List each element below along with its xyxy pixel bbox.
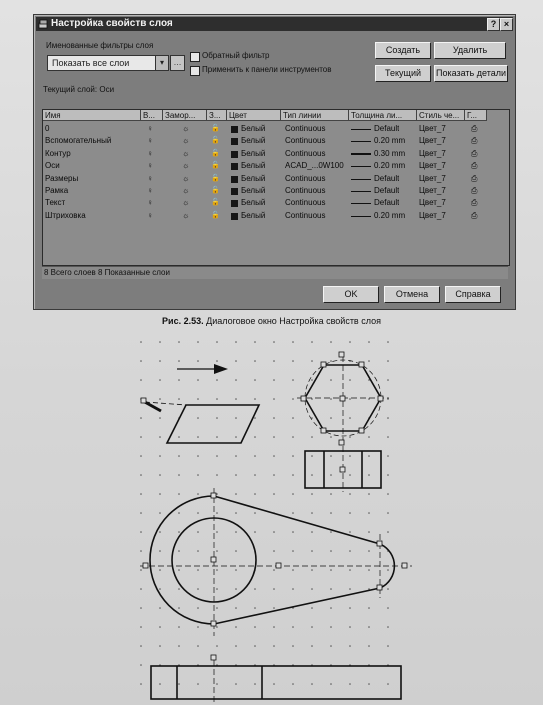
unlock-icon[interactable]: 🔓 [211,211,220,219]
layer-plotstyle[interactable]: Цвет_7 [419,210,446,220]
sun-freeze-icon[interactable]: ☼ [182,124,190,133]
layer-name[interactable]: Текст [45,198,66,208]
sun-freeze-icon[interactable]: ☼ [182,148,190,158]
unlock-icon[interactable]: 🔓 [211,137,220,145]
layer-plotstyle[interactable]: Цвет_7 [419,161,446,171]
current-layer-label: Текущий слой: [43,85,98,94]
sun-freeze-icon[interactable]: ☼ [182,210,190,220]
help-question-button[interactable]: ? [487,18,500,31]
lineweight-sample [351,129,371,130]
layers-icon [38,19,48,29]
unlock-icon[interactable]: 🔓 [211,162,220,170]
color-swatch[interactable] [231,163,238,170]
layer-lineweight[interactable]: 0.30 mm [374,148,406,158]
dialog-titlebar [36,17,513,31]
col-header-plotstyle[interactable]: Стиль че... [417,110,465,121]
lineweight-sample [351,191,371,192]
layer-linetype[interactable]: Continuous [285,136,326,146]
unlock-icon[interactable]: 🔓 [211,187,220,194]
layer-lineweight[interactable]: Default [374,173,400,183]
parallelogram-shape [167,405,259,443]
layer-linetype[interactable]: Continuous [285,210,326,220]
color-swatch[interactable] [231,176,238,183]
table-row[interactable] [43,210,509,222]
show-details-button[interactable]: Показать детали [434,65,508,82]
table-row[interactable] [43,148,509,160]
layer-linetype[interactable]: Continuous [285,173,326,183]
color-swatch[interactable] [231,126,238,133]
layer-plotstyle[interactable]: Цвет_7 [419,173,446,183]
printer-icon[interactable]: ⎙ [471,161,478,171]
printer-icon[interactable]: ⎙ [471,124,478,133]
color-swatch[interactable] [231,138,238,145]
printer-icon[interactable]: ⎙ [471,186,478,195]
table-row[interactable] [43,160,509,172]
lineweight-sample [351,166,371,167]
col-header-name[interactable]: Имя [43,110,141,121]
sun-freeze-icon[interactable]: ☼ [182,136,190,146]
current-layer-button[interactable]: Текущий [375,65,431,82]
current-layer-text [43,85,114,94]
layer-lineweight[interactable]: Default [374,124,400,133]
col-header-lock[interactable]: З... [207,110,227,121]
layers-table [42,109,510,266]
apply-toolbar-checkbox[interactable] [190,66,200,76]
bulb-on-icon[interactable]: ♀ [147,161,153,171]
delete-layer-button[interactable]: Удалить [434,42,506,59]
col-header-color[interactable]: Цвет [227,110,281,121]
layer-name[interactable]: Контур [45,148,71,158]
chevron-down-icon[interactable]: ▾ [155,56,168,70]
bulb-on-icon[interactable]: ♀ [147,186,153,195]
cad-drawing [0,330,543,705]
layer-lineweight[interactable]: 0.20 mm [374,161,406,171]
color-swatch[interactable] [231,213,238,220]
lever-shape [140,488,412,636]
layer-color[interactable]: Белый [241,210,266,220]
figure-caption-text: Диалоговое окно Настройка свойств слоя [206,316,381,326]
layer-name[interactable]: Размеры [45,173,79,183]
table-row[interactable] [43,135,509,147]
layer-name[interactable]: Штриховка [45,210,86,220]
layer-properties-dialog [33,14,516,310]
layer-plotstyle[interactable]: Цвет_7 [419,186,446,195]
table-row[interactable] [43,185,509,197]
layer-linetype[interactable]: ACAD_...0W100 [285,161,344,171]
sun-freeze-icon[interactable]: ☼ [182,198,190,208]
filters-group-label: Именованные фильтры слоя [46,41,154,50]
col-header-lineweight[interactable]: Толщина ли... [349,110,417,121]
layer-name[interactable]: Рамка [45,186,69,195]
status-text: 8 Всего слоев 8 Показанные слои [44,268,170,277]
lineweight-sample [351,153,371,155]
lever-bottom-view [151,666,401,699]
bulb-on-icon[interactable]: ♀ [147,124,153,133]
cancel-button[interactable]: Отмена [384,286,440,303]
status-bar [42,266,508,279]
unlock-icon[interactable]: 🔓 [211,125,220,132]
bulb-on-icon[interactable]: ♀ [147,148,153,158]
layer-name[interactable]: Вспомогательный [45,136,112,146]
col-header-plot[interactable]: Г... [465,110,487,121]
layer-color[interactable]: Белый [241,124,266,133]
col-header-linetype[interactable]: Тип линии [281,110,349,121]
printer-icon[interactable]: ⎙ [471,148,478,158]
dialog-title: Настройка свойств слоя [51,18,173,29]
bulb-on-icon[interactable]: ♀ [147,198,153,208]
bulb-on-icon[interactable]: ♀ [147,173,153,183]
lineweight-sample [351,179,371,180]
color-swatch[interactable] [231,200,238,207]
layer-name[interactable]: 0 [45,124,50,133]
layer-name[interactable]: Оси [45,161,60,171]
layer-linetype[interactable]: Continuous [285,124,326,133]
sun-freeze-icon[interactable]: ☼ [182,161,190,171]
layer-lineweight[interactable]: Default [374,198,400,208]
current-layer-value: Оси [99,85,115,94]
unlock-icon[interactable]: 🔓 [211,199,220,207]
table-row[interactable] [43,123,509,135]
color-swatch[interactable] [231,188,238,195]
color-swatch[interactable] [231,151,238,158]
col-header-freeze[interactable]: Замор... [163,110,207,121]
unlock-icon[interactable]: 🔓 [211,174,220,182]
layer-lineweight[interactable]: 0.20 mm [374,210,406,220]
invert-filter-checkbox[interactable] [190,52,200,62]
layer-plotstyle[interactable]: Цвет_7 [419,198,446,208]
unlock-icon[interactable]: 🔓 [211,149,220,157]
layer-linetype[interactable]: Continuous [285,186,326,195]
layer-lineweight[interactable]: Default [374,186,400,195]
col-header-on[interactable]: В... [141,110,163,121]
lineweight-sample [351,141,371,142]
layer-color[interactable]: Белый [241,148,266,158]
printer-icon[interactable]: ⎙ [471,173,478,183]
layer-lineweight[interactable]: 0.20 mm [374,136,406,146]
invert-filter-label: Обратный фильтр [202,51,270,60]
layer-linetype[interactable]: Continuous [285,198,326,208]
layer-color[interactable]: Белый [241,198,266,208]
grid-dots [140,341,389,685]
close-button[interactable]: × [500,18,513,31]
layer-plotstyle[interactable]: Цвет_7 [419,136,446,146]
sun-freeze-icon[interactable]: ☼ [182,186,190,195]
printer-icon[interactable]: ⎙ [471,210,478,220]
layer-color[interactable]: Белый [241,186,266,195]
layer-color[interactable]: Белый [241,173,266,183]
layer-filter-select[interactable] [47,55,169,71]
layer-plotstyle[interactable]: Цвет_7 [419,148,446,158]
sun-freeze-icon[interactable]: ☼ [182,173,190,183]
new-layer-button[interactable]: Создать [375,42,431,59]
layer-plotstyle[interactable]: Цвет_7 [419,124,446,133]
apply-toolbar-label: Применить к панели инструментов [202,65,332,74]
printer-icon[interactable]: ⎙ [471,136,478,146]
layer-color[interactable]: Белый [241,136,266,146]
bulb-on-icon[interactable]: ♀ [147,210,153,220]
help-button[interactable]: Справка [445,286,501,303]
layer-linetype[interactable]: Continuous [285,148,326,158]
lineweight-sample [351,203,371,204]
printer-icon[interactable]: ⎙ [471,198,478,208]
figure-number: Рис. 2.53. [162,316,204,326]
filter-options-button[interactable]: … [170,55,185,71]
table-row[interactable] [43,173,509,185]
bulb-on-icon[interactable]: ♀ [147,136,153,146]
layer-filter-value: Показать все слои [52,58,130,68]
table-row[interactable] [43,197,509,209]
layer-color[interactable]: Белый [241,161,266,171]
figure-caption [0,316,543,326]
direction-arrow-icon [177,364,228,374]
ok-button[interactable]: OK [323,286,379,303]
lineweight-sample [351,216,371,217]
